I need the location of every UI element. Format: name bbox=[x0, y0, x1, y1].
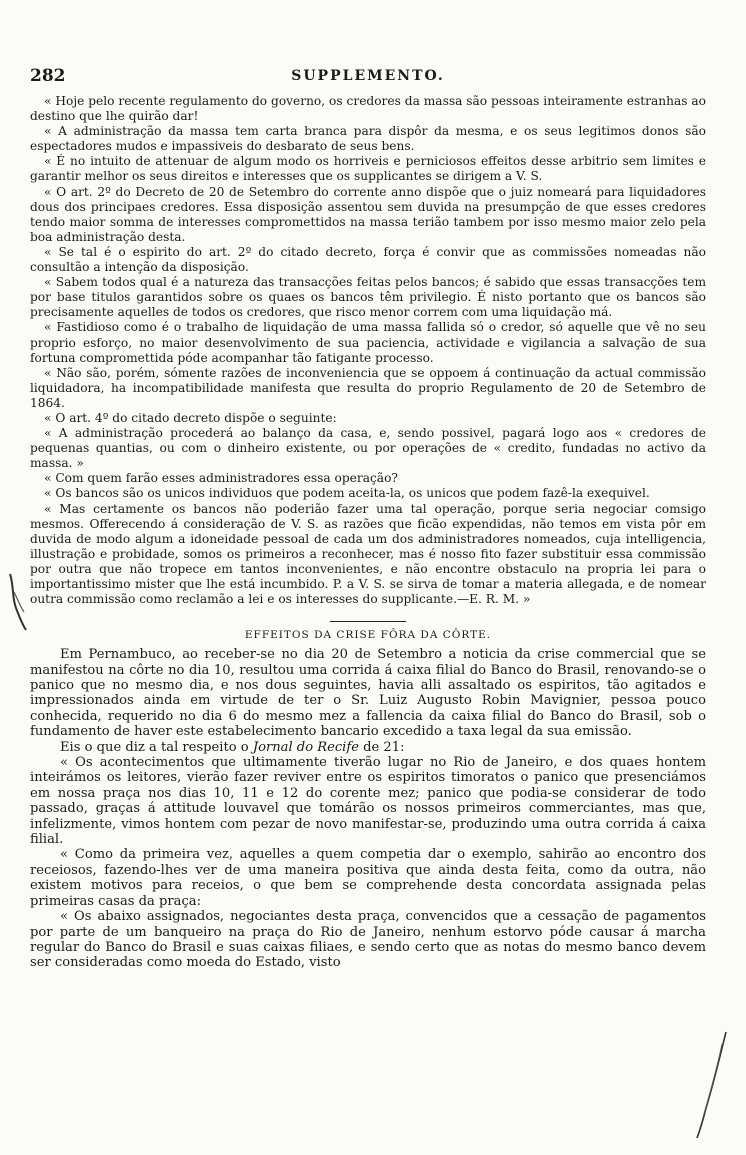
petition-text bbox=[30, 94, 706, 607]
section-title: EFFEITOS DA CRISE FÔRA DA CÔRTE. bbox=[244, 629, 492, 642]
paragraph: « Hoje pelo recente regulamento do governo, os credores da massa são pessoas inteiramente estranhas ao destino que lhe quirão dar! bbox=[30, 94, 706, 124]
running-head: SUPPLEMENTO. bbox=[291, 68, 445, 84]
paragraph bbox=[30, 740, 706, 755]
paragraph: « Não são, porém, sómente razões de inconveniencia que se oppoem á continuação da actual commissão liquidadora, ha incompatibilidade manifesta que resulta do proprio Regulamento de 20 de Setembro de 1864. bbox=[30, 365, 706, 410]
paragraph: « O art. 2º do Decreto de 20 de Setembro do corrente anno dispõe que o juiz nomeará para liquidadores dous dos principaes credores. Essa disposição assentou sem duvida na presumpção de que esses credores tendo maior somma de interesses compromettidos na massa terião tambem por isso mesmo maior zelo pela boa administração desta. bbox=[30, 184, 706, 244]
paragraph: « A administração da massa tem carta branca para dispôr da mesma, e os seus legitimos donos são espectadores mudos e impassiveis do desbarato de seus bens. bbox=[30, 124, 706, 154]
paragraph: « Mas certamente os bancos não poderião fazer uma tal operação, porque seria negociar comsigo mesmos. Offerecendo á consideração de V. S. as razões que ficão expendidas, não temos em vista pôr em duvida de modo algum a idoneidade pessoal de cada um dos administradores nomeados, cuja intelligencia, illustração e probidade, somos os primeiros a reconhecer, mas é nosso fito fazer substituir essa commissão por outra que não tropece em tantos inconvenientes, e não encontre obstaculo na propria lei para o importantissimo mister que lhe está incumbido. P. a V. S. se sirva de tomar a materia allegada, e de nomear outra commissão como reclamão a lei e os interesses do supplicante.—E. R. M. » bbox=[30, 501, 706, 607]
paragraph: « Os acontecimentos que ultimamente tiverão lugar no Rio de Janeiro, e dos quaes hontem inteirámos os leitores, vierão fazer reviver entre os espiritos timoratos o panico que presenciámos em nossa praça nos dias 10, 11 e 12 do corente mez; panico que podia-se considerar de todo passado, graças á attitude louvavel que tomárão os nossos primeiros commerciantes, mas que, infelizmente, vimos hontem com pezar de novo manifestar-se, produzindo uma outra corrida á caixa filial. bbox=[30, 755, 706, 848]
paragraph: « É no intuito de attenuar de algum modo os horriveis e perniciosos effeitos desse arbitrio sem limites e garantir melhor os seus direitos e interesses que os supplicantes se dirigem a V. S. bbox=[30, 154, 706, 184]
divider-rule bbox=[330, 621, 406, 622]
paragraph: « Sabem todos qual é a natureza das transacções feitas pelos bancos; é sabido que essas transacções tem por base titulos garantidos sobre os quaes os bancos têm privilegio. É nisto portanto que os bancos são precisamente aquelles de todos os credores, que risco menor correm com uma liquidação má. bbox=[30, 275, 706, 320]
newspaper-title: Jornal do Recife bbox=[252, 739, 359, 755]
margin-ink-mark bbox=[694, 1030, 730, 1140]
section-divider bbox=[30, 607, 706, 627]
paragraph: « Os abaixo assignados, negociantes desta praça, convencidos que a cessação de pagamentos por parte de um banqueiro na praça do Rio de Janeiro, nenhum estorvo póde causar á marcha regular do Banco do Brasil e suas caixas filiaes, e sendo certo que as notas do mesmo banco devem ser consideradas como moeda do Estado, visto bbox=[30, 909, 706, 971]
paragraph: « Se tal é o espirito do art. 2º do citado decreto, força é convir que as commissões nomeadas não consultão a intenção da disposição. bbox=[30, 244, 706, 275]
paragraph: « Fastidioso como é o trabalho de liquidação de uma massa fallida só o credor, só aquelle que vê no seu proprio esforço, no maior desenvolvimento de sua paciencia, actividade e vigilancia a salvação de sua fortuna compromettida póde acompanhar tão fatigante processo. bbox=[30, 320, 706, 365]
section-text bbox=[30, 647, 706, 971]
text-span: Eis o que diz a tal respeito o bbox=[60, 739, 253, 755]
text-span: de 21: bbox=[358, 739, 405, 755]
page-number: 282 bbox=[30, 66, 66, 86]
paragraph: Em Pernambuco, ao receber-se no dia 20 de Setembro a noticia da crise commercial que se manifestou na côrte no dia 10, resultou uma corrida á caixa filial do Banco do Brasil, renovando-se o panico que no mesmo dia, e nos dous seguintes, havia alli assaltado os espiritos, tão agitados e impressionados ainda em virtude de ter o Sr. Luiz Augusto Robin Mavignier, pessoa pouco conhecida, requerido no dia 6 do mesmo mez a fallencia da caixa filial do Banco do Brasil, sob o fundamento de haver este estabelecimento bancario excedido a taxa legal da sua emissão. bbox=[30, 647, 706, 740]
paragraph: « Como da primeira vez, aquelles a quem competia dar o exemplo, sahirão ao encontro dos receiosos, fazendo-lhes ver de uma maneira positiva que ainda desta feita, como da outra, não existem motivos para receios, o que bem se comprehende desta concordata assignada pelas primeiras casas da praça: bbox=[30, 847, 706, 909]
page bbox=[30, 66, 706, 971]
paragraph: « O art. 4º do citado decreto dispõe o seguinte: bbox=[44, 410, 337, 425]
margin-ink-mark bbox=[6, 572, 28, 632]
paragraph: « Com quem farão esses administradores essa operação? bbox=[44, 471, 398, 486]
paragraph: « Os bancos são os unicos individuos que podem aceita-la, os unicos que podem fazê-la exequivel. bbox=[44, 486, 650, 501]
page-header bbox=[30, 66, 706, 94]
paragraph: « A administração procederá ao balanço da casa, e, sendo possivel, pagará logo aos « credores de pequenas quantias, ou com o dinheiro existente, ou por operações de « credito, fundadas no activo da massa. » bbox=[30, 426, 706, 471]
